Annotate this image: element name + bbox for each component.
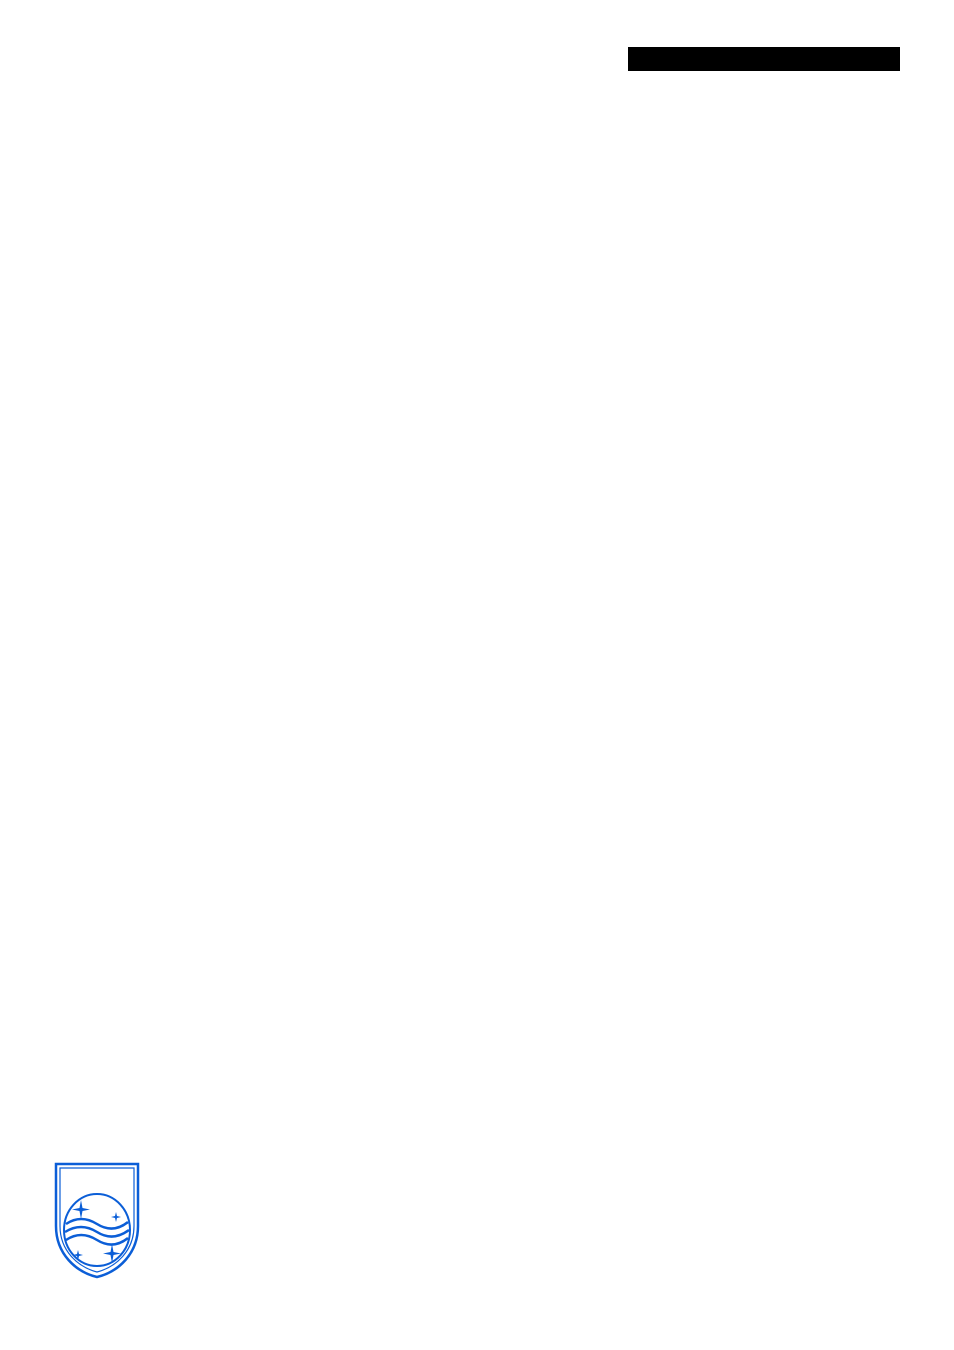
philips-shield-logo	[54, 1162, 140, 1279]
model-number-bar	[628, 47, 900, 71]
